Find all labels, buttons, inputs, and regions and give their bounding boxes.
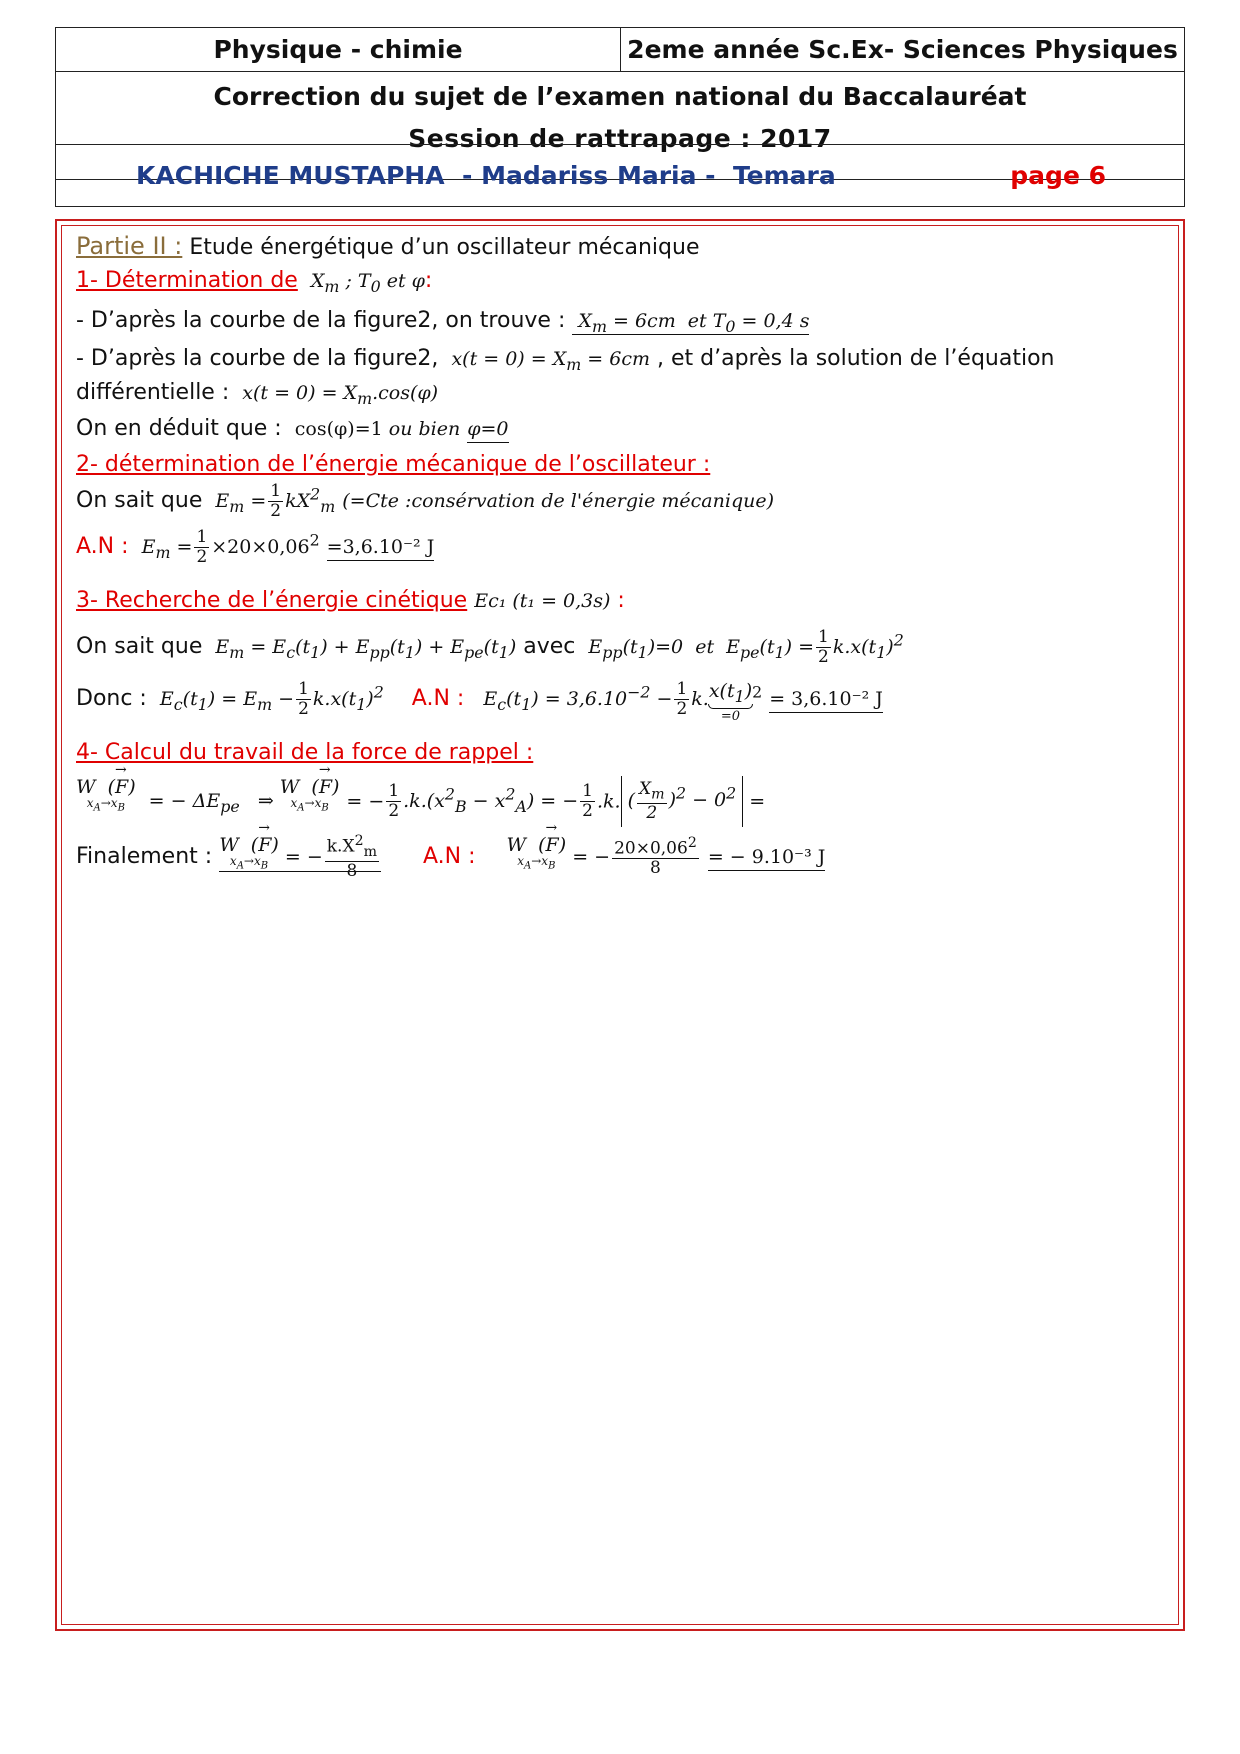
s1-line-4-result: φ=0 (467, 418, 508, 443)
s3-line-2: Donc : $E_c(t_1) = E_m$ − $\frac{1}{2}$ $k.x(t_1)^2$ A.N : $E_c(t_1) = 3,6.10^{-2}$ − $\frac{1}{2}$ k. $x(t_1)$ =0 $^2$ = 3,6.10⁻² J (76, 679, 883, 724)
s1-line-3-math: $x(t = 0) = X_m.\cos(\varphi)$ (236, 382, 439, 408)
s2-line-1-text: On sait que (76, 488, 203, 514)
s3-an-label: A.N : (411, 686, 465, 712)
s3-an-result: = 3,6.10⁻² J (769, 688, 883, 713)
header-row-top (56, 28, 1184, 72)
s4-an-label: A.N : (422, 844, 476, 870)
section-4-heading (76, 740, 533, 765)
subject-cell: Physique - chimie (56, 28, 621, 71)
s4-final: Finalement : W (→ F) $x_A\to x_B$ = − $\frac{k.X^2_m}{8}$ A.N : W (→ F) $x_A\to x_B$ = − $\frac{20\times 0,06^2}{8}$ = − 9.10⁻³ J (76, 834, 825, 880)
s1-line-2-tail: , et d’après la solution de l’équation (657, 346, 1055, 371)
s1-line-1-math: $X_m = 6cm$ et $T_0 = 0,4$ s (572, 310, 810, 336)
s2-an-label: A.N : (76, 534, 129, 560)
header-row-author (56, 149, 1184, 206)
session-title: Session de rattrapage : 2017 (408, 124, 832, 153)
section-1-heading-math: $X_m$ ; $T_0$ et φ (304, 270, 425, 296)
s4-final-label: Finalement : (76, 844, 213, 870)
s2-an-formula: $E_m$ = (135, 536, 193, 562)
section-3-heading-math: Ec₁ (t₁ = 0,3s) (474, 590, 611, 612)
s2-line-1: On sait que $E_m$ = $\frac{1}{2}$ $kX^2_m$ (=Cte :consérvation de l'énergie mécanique) (76, 481, 774, 521)
author-line: KACHICHE MUSTAPHA - Madariss Maria - Temara (136, 161, 836, 190)
s3-avec: avec (523, 634, 576, 660)
part-label: Partie II : (76, 232, 183, 260)
header-divider (56, 144, 1184, 145)
s1-line-3 (76, 380, 438, 408)
section-3-title: 3- Recherche de l’énergie cinétique (76, 588, 468, 613)
section-1-title: 1- Détermination de (76, 268, 298, 293)
s2-em-comment: (=Cte :consérvation de l'énergie mécanique) (342, 490, 774, 513)
section-2-heading (76, 452, 710, 477)
s1-line-2-math: $x(t = 0) = X_m = 6cm$ (445, 348, 651, 374)
s3-line-1-text: On sait que (76, 634, 203, 660)
s2-an-result: =3,6.10⁻² J (327, 536, 435, 561)
s3-an-formula: $E_c(t_1) = 3,6.10^{-2}$ − (471, 682, 673, 714)
s1-line-4-text: On en déduit que : (76, 416, 282, 441)
page-number: page 6 (1010, 161, 1106, 190)
part-title: Etude énergétique d’un oscillateur mécanique (189, 235, 700, 260)
s1-line-1 (76, 308, 809, 336)
s1-line-4-math: cos(φ)=1 ou bien (288, 418, 461, 440)
section-4-title: 4- Calcul du travail de la force de rappel : (76, 740, 534, 765)
s1-line-1-text: - D’après la courbe de la figure2, on trouve : (76, 308, 566, 333)
section-1-heading: 1- Détermination de $X_m$ ; $T_0$ et φ: (76, 268, 433, 296)
s3-zero-brace: $x(t_1)$ =0 (708, 680, 753, 724)
s4-final-formula: W (→ F) $x_A\to x_B$ = − $\frac{k.X^2_m}{8}$ (219, 844, 381, 872)
s2-em-formula: $E_m$ = (209, 490, 267, 516)
s4-an-result: = − 9.10⁻³ J (708, 846, 826, 871)
level-cell: 2eme année Sc.Ex- Sciences Physiques (627, 35, 1178, 64)
s1-line-2 (76, 346, 1054, 374)
section-3-heading: 3- Recherche de l’énergie cinétique Ec₁ (t₁ = 0,3s) : (76, 588, 625, 613)
s1-line-3-text: différentielle : (76, 380, 230, 405)
s4-work-formula: W (→ F) $x_A\to x_B$ = − $\Delta E_{pe}$ ⇒ W (→ F) $x_A\to x_B$ = − $\frac{1}{2}$ $.k.(x^2_B - x^2_A)$ = − $\frac{1}{2}$ .k. ( $\frac{X_m}{2}$ )$^2 - 0^2$ = (76, 776, 765, 827)
s2-fraction-half: $\frac{1}{2}$ (270, 481, 282, 521)
s3-line-2-text: Donc : (76, 686, 147, 712)
s3-ec-formula: $E_c(t_1) = E_m$ − (153, 688, 295, 714)
s2-an: A.N : $E_m$ = $\frac{1}{2}$ $\times 20\times 0,06^2 =3,6.10^{-2}$ J (76, 527, 435, 567)
section-2-title: 2- détermination de l’énergie mécanique de l’oscillateur : (76, 452, 711, 477)
document-title: Correction du sujet de l’examen national du Baccalauréat (213, 82, 1027, 111)
s1-line-4 (76, 416, 509, 441)
s3-energy-sum: $E_m = E_c(t_1) + E_{pp}(t_1) + E_{pe}(t_1)$ (209, 636, 517, 662)
part-heading (76, 232, 699, 260)
header-table (55, 27, 1185, 207)
s3-line-1: On sait que $E_m = E_c(t_1) + E_{pp}(t_1) + E_{pe}(t_1)$ avec $E_{pp}(t_1)=0$ et $E_{pe}(t_1)$ = $\frac{1}{2}$ $k.x(t_1)^2$ (76, 627, 904, 667)
s3-conditions: $E_{pp}(t_1)=0$ et $E_{pe}(t_1)$ = (582, 636, 815, 662)
s1-line-2-text: - D’après la courbe de la figure2, (76, 346, 439, 371)
